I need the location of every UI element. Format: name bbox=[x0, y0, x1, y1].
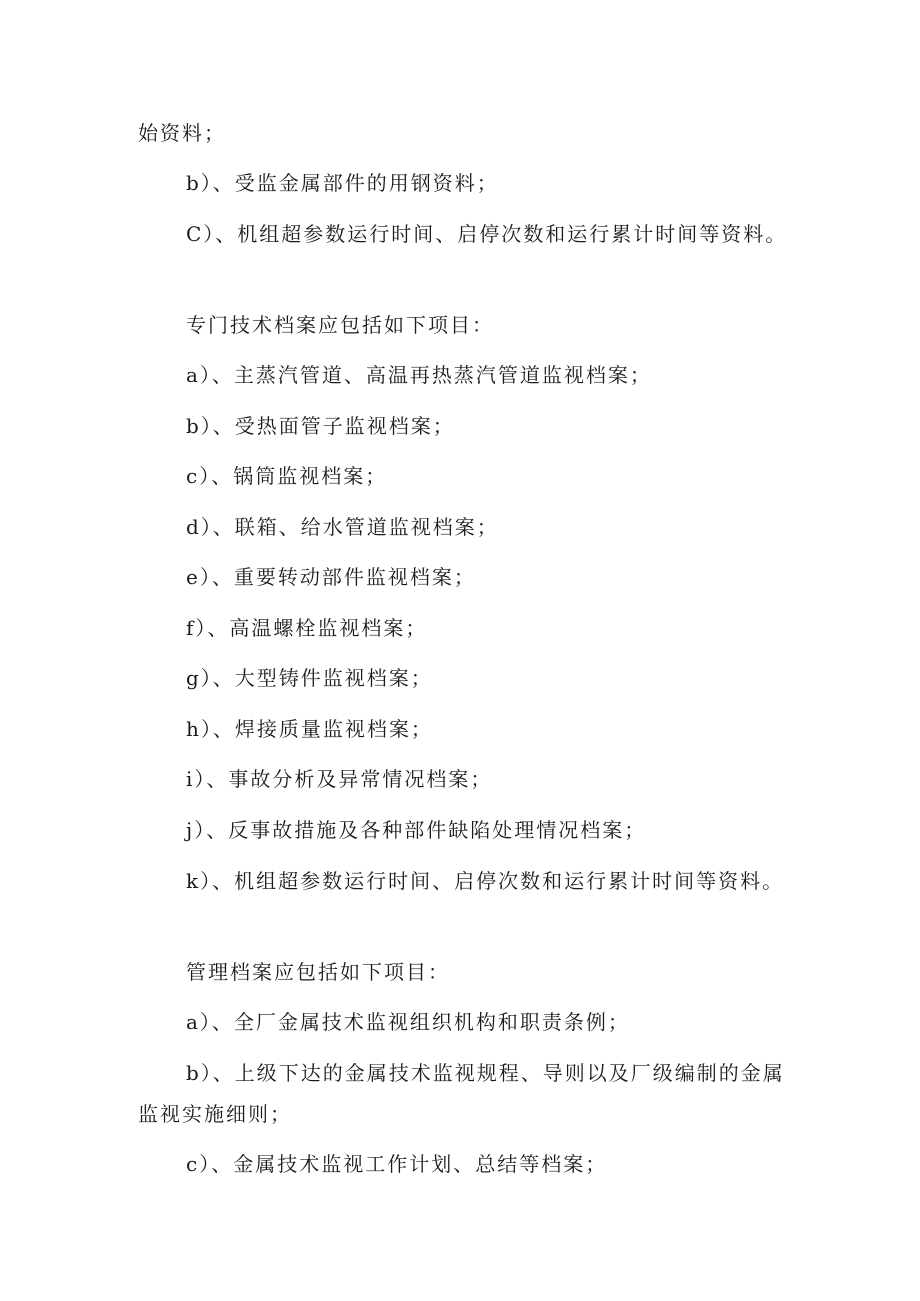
section-heading-management-archives: 管理档案应包括如下项目： bbox=[186, 960, 450, 984]
list-item-a-organization: a）、全厂金属技术监视组织机构和职责条例； bbox=[186, 1010, 630, 1034]
list-item-b-steel-data: b）、受监金属部件的用钢资料； bbox=[186, 171, 499, 195]
paragraph-continuation: 始资料； bbox=[138, 121, 226, 145]
list-item-k-unit-runtime: k）、机组超参数运行时间、启停次数和运行累计时间等资料。 bbox=[186, 869, 785, 893]
list-item-g-castings: g）、大型铸件监视档案； bbox=[186, 666, 433, 690]
list-item-c-drum: c）、锅筒监视档案； bbox=[186, 464, 388, 488]
section-heading-special-archives: 专门技术档案应包括如下项目： bbox=[186, 313, 494, 337]
list-item-f-bolts: f）、高温螺栓监视档案； bbox=[186, 616, 428, 640]
list-item-c-work-plan: c）、金属技术监视工作计划、总结等档案； bbox=[186, 1152, 608, 1176]
list-item-e-rotating-parts: e）、重要转动部件监视档案； bbox=[186, 565, 476, 589]
list-item-c-unit-runtime: C）、机组超参数运行时间、启停次数和运行累计时间等资料。 bbox=[186, 222, 788, 246]
list-item-h-welding: h）、焊接质量监视档案； bbox=[186, 717, 433, 741]
list-item-a-steam-pipe: a）、主蒸汽管道、高温再热蒸汽管道监视档案； bbox=[186, 363, 652, 387]
list-item-i-accident-analysis: i）、事故分析及异常情况档案； bbox=[186, 767, 493, 791]
list-item-b-regulations: b）、上级下达的金属技术监视规程、导则以及厂级编制的金属监视实施细则； bbox=[138, 1061, 785, 1126]
list-item-j-countermeasures: j）、反事故措施及各种部件缺陷处理情况档案； bbox=[186, 818, 647, 842]
list-item-d-header-feedwater: d）、联箱、给水管道监视档案； bbox=[186, 515, 499, 539]
list-item-b-heating-tubes: b）、受热面管子监视档案； bbox=[186, 414, 455, 438]
